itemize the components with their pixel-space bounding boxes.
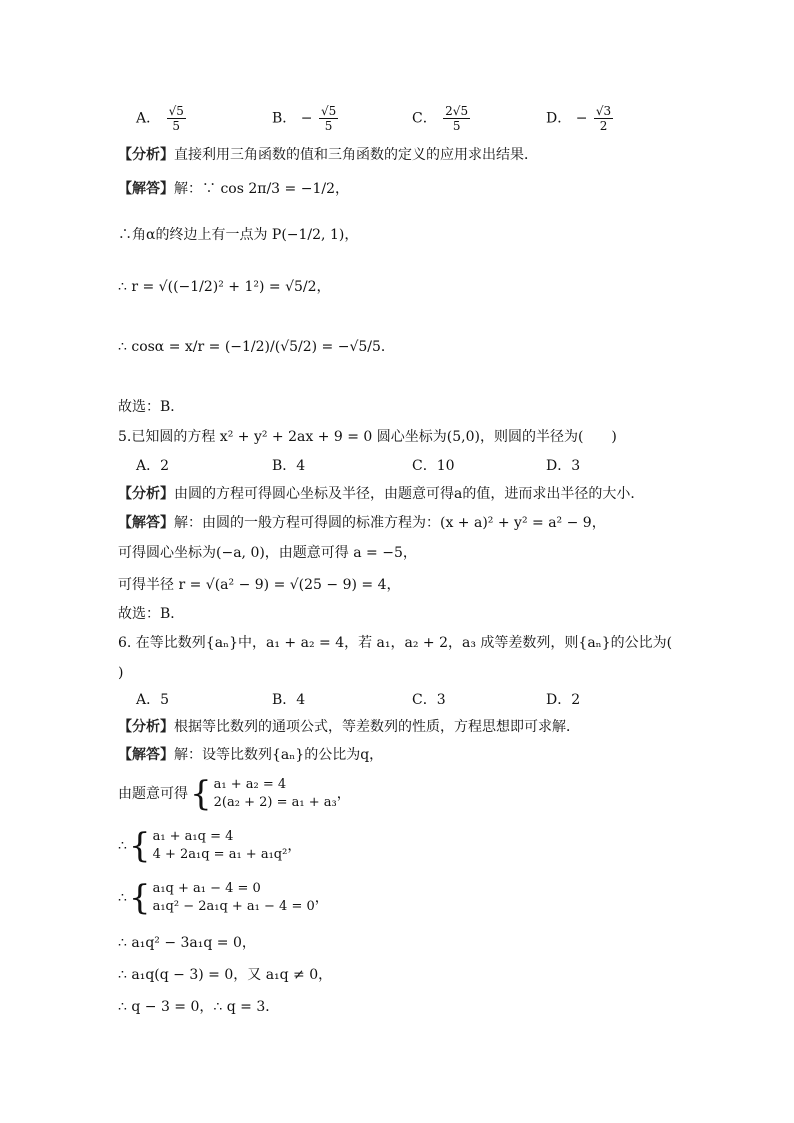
numerator: √3 [595, 104, 612, 118]
system-row: a₁ + a₁q = 4 [152, 829, 234, 844]
fraction [319, 104, 338, 133]
q5-answer: 故选：B． [118, 606, 185, 622]
q4-option-b [272, 104, 340, 133]
q4-option-c [412, 104, 472, 133]
analysis-tag: 【分析】 [118, 147, 174, 163]
solution-tag: 【解答】 [118, 181, 174, 197]
equation-system [118, 776, 351, 812]
equation: ∵ cos 2π/3 = −1/2， [202, 181, 349, 197]
q4-solution-step3: ∴ r = √((−1/2)² + 1²) = √5/2， [118, 279, 331, 295]
system-row: 2(a₂ + 2) = a₁ + a₃ [213, 795, 337, 810]
left-brace-icon: { [128, 878, 151, 918]
solution-text: 解：设等比数列{aₙ}的公比为q， [174, 747, 384, 763]
fraction [594, 104, 613, 133]
fraction [443, 104, 470, 133]
analysis-tag: 【分析】 [118, 486, 174, 502]
solution-text: 解：由圆的一般方程可得圆的标准方程为：(x + a)² + y² = a² − 9， [174, 515, 606, 531]
q6-solution-line4: ∴ a₁q² − 3a₁q = 0， [118, 935, 256, 951]
therefore-icon: ∴ [118, 838, 127, 854]
q6-solution-line6: ∴ q − 3 = 0，∴ q = 3． [118, 999, 280, 1015]
sign: − [300, 110, 313, 127]
option-label: A． [136, 110, 161, 127]
q4-option-a [136, 104, 188, 133]
q5-solution-line3: 可得半径 r = √(a² − 9) = √(25 − 9) = 4， [118, 577, 401, 593]
q4-analysis [118, 146, 538, 164]
denominator: 5 [324, 119, 333, 133]
q4-solution-step2: ∴角α的终边上有一点为 P(−1/2, 1)， [118, 227, 359, 243]
q6-solution [118, 746, 383, 764]
q5-solution-line2: 可得圆心坐标为(−a, 0)，由题意可得 a = −5， [118, 545, 417, 561]
q4-solution-step1 [118, 180, 349, 198]
q5-option-c: C．10 [412, 458, 455, 474]
q5-option-d: D．3 [546, 458, 581, 474]
solution-tag: 【解答】 [118, 515, 174, 531]
system-row: a₁q² − 2a₁q + a₁ − 4 = 0 [152, 899, 315, 914]
q6-system-1 [118, 776, 351, 812]
system-rows [214, 776, 337, 812]
denominator: 5 [172, 119, 181, 133]
q6-system-3 [118, 880, 329, 916]
left-brace-icon: { [128, 826, 151, 866]
punctuation: ， [336, 786, 351, 802]
denominator: 5 [452, 119, 461, 133]
system-label: 由题意可得 [118, 786, 188, 802]
punctuation: ， [314, 890, 329, 906]
solution-tag: 【解答】 [118, 747, 174, 763]
system-row: a₁ + a₂ = 4 [213, 777, 287, 792]
q5-option-a: A．2 [136, 458, 170, 474]
equation-system [118, 828, 301, 864]
q6-option-c: C．3 [412, 692, 446, 708]
sign: − [575, 110, 588, 127]
solution-intro: 解： [174, 181, 202, 197]
option-label: C． [412, 110, 437, 127]
denominator: 2 [599, 119, 608, 133]
analysis-tag: 【分析】 [118, 719, 174, 735]
q4-solution-step4: ∴ cosα = x/r = (−1/2)/(√5/2) = −√5/5． [118, 339, 395, 355]
system-row: a₁q + a₁ − 4 = 0 [152, 881, 261, 896]
analysis-text: 直接利用三角函数的值和三角函数的定义的应用求出结果． [174, 147, 538, 163]
q6-stem: 6. 在等比数列{aₙ}中，a₁ + a₂ = 4，若 a₁，a₂ + 2，a₃ 成等差数列，则{aₙ}的公比为( [118, 635, 673, 651]
numerator: √5 [168, 104, 184, 118]
q5-stem: 5.已知圆的方程 x² + y² + 2ax + 9 = 0 圆心坐标为(5,0)，则圆的半径为( ) [118, 429, 617, 445]
q6-option-b: B．4 [272, 692, 306, 708]
analysis-text: 根据等比数列的通项公式，等差数列的性质，方程思想即可求解． [174, 719, 580, 735]
q4-answer: 故选：B． [118, 399, 185, 415]
option-label: B． [272, 110, 297, 127]
therefore-icon: ∴ [118, 890, 127, 906]
system-row: 4 + 2a₁q = a₁ + a₁q² [152, 847, 288, 862]
q6-option-d: D．2 [546, 692, 581, 708]
q6-system-2 [118, 828, 301, 864]
q6-stem-end: ) [118, 665, 124, 681]
q5-option-b: B．4 [272, 458, 306, 474]
left-brace-icon: { [190, 774, 212, 814]
numerator: √5 [320, 104, 337, 118]
q6-option-a: A．5 [136, 692, 170, 708]
option-label: D． [546, 110, 572, 127]
q6-solution-line5: ∴ a₁q(q − 3) = 0，又 a₁q ≠ 0， [118, 967, 333, 983]
fraction [167, 104, 186, 133]
q5-solution [118, 514, 606, 532]
system-rows [153, 880, 315, 916]
system-rows [153, 828, 288, 864]
analysis-text: 由圆的方程可得圆心坐标及半径，由题意可得a的值，进而求出半径的大小． [174, 486, 645, 502]
q6-analysis [118, 718, 580, 736]
q5-analysis [118, 485, 644, 503]
equation-system [118, 880, 329, 916]
numerator: 2√5 [445, 104, 469, 118]
q4-option-d [546, 104, 615, 133]
punctuation: ， [287, 838, 302, 854]
